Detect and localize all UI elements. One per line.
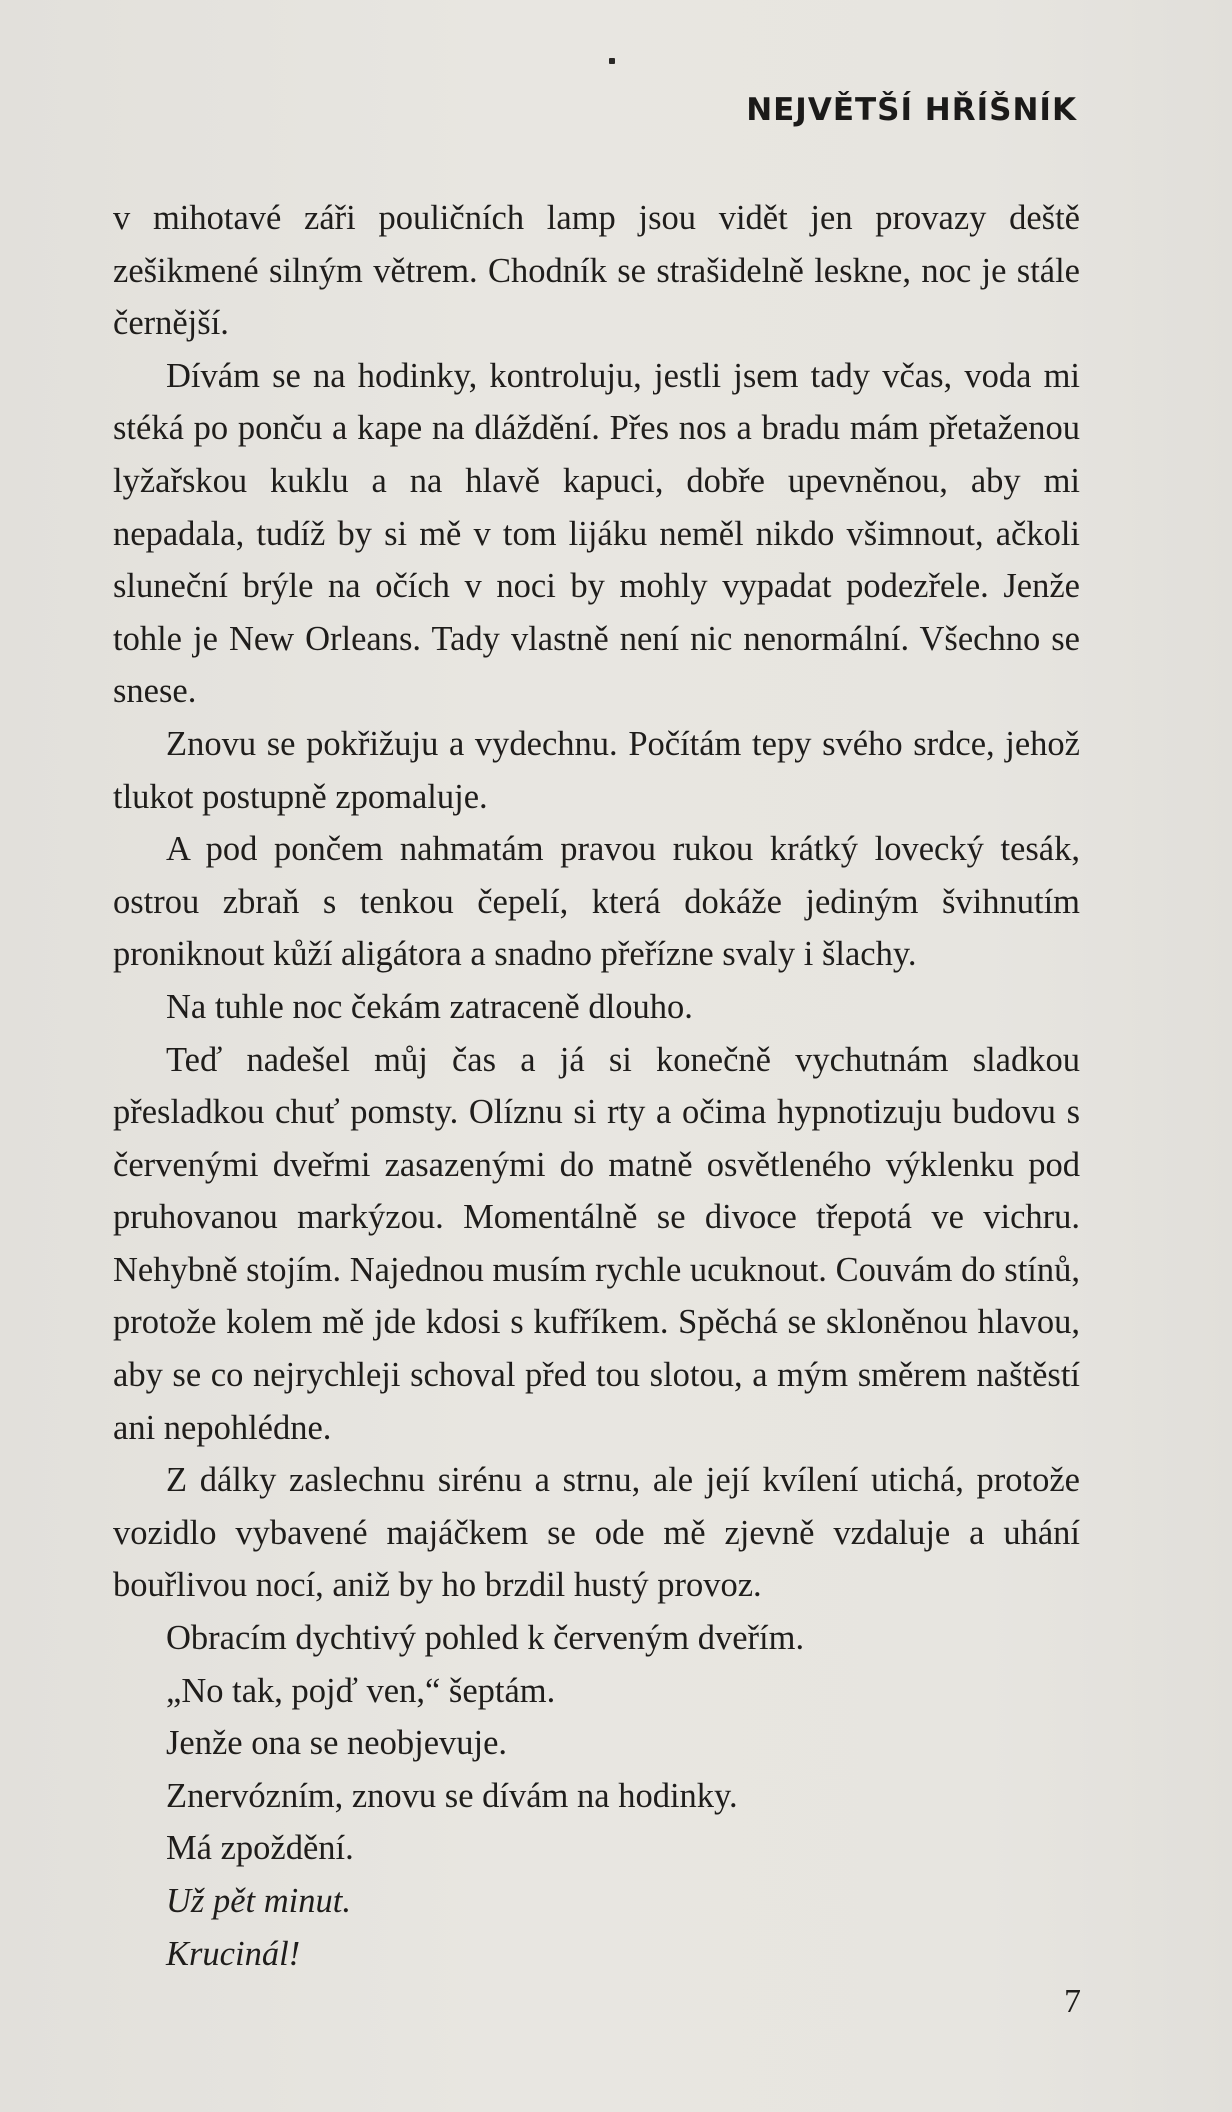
paragraph: Znovu se pokřižuju a vydechnu. Počítám tepy svého srdce, jehož tlukot postupně zpomaluje. xyxy=(113,724,1080,816)
paragraph-italic: Krucinál! xyxy=(166,1934,301,1973)
print-mark xyxy=(609,58,615,64)
page-number: 7 xyxy=(1064,1983,1081,2020)
running-head-title: NEJVĚTŠÍ HŘÍŠNÍK xyxy=(746,92,1077,128)
paragraph: Na tuhle noc čekám zatraceně dlouho. xyxy=(166,987,693,1026)
paragraph: Má zpoždění. xyxy=(166,1829,354,1868)
paragraph: Dívám se na hodinky, kontroluju, jestli jsem tady včas, voda mi stéká po ponču a kape na dláždění. Přes nos a bradu mám přetaženou lyžařskou kuklu a na hlavě kapuci, dobře upevněnou, aby mi nepadala, tudíž by si mě v tom lijáku neměl nikdo všimnout, ačkoli sluneční brýle na očích v noci by mohly vypadat podezřele. Jenže tohle je New Orleans. Tady vlastně není nic nenormální. Všechno se snese. xyxy=(113,356,1080,711)
paragraph: Jenže ona se neobjevuje. xyxy=(166,1724,508,1763)
body-text xyxy=(113,192,1080,1980)
paragraph: Z dálky zaslechnu sirénu a strnu, ale její kvílení utichá, protože vozidlo vybavené majáčkem se ode mě zjevně vzdaluje a uhání bouřlivou nocí, aniž by ho brzdil hustý provoz. xyxy=(113,1461,1080,1605)
paragraph-italic: Už pět minut. xyxy=(166,1882,351,1920)
paragraph: „No tak, pojď ven,“ šeptám. xyxy=(166,1671,556,1710)
paragraph: Teď nadešel můj čas a já si konečně vychutnám sladkou přesladkou chuť pomsty. Olíznu si rty a očima hypnotizuju budovu s červenými dveřmi zasazenými do matně osvětleného výklenku pod pruhovanou markýzou. Momentálně se divoce třepotá ve vichru. Nehybně stojím. Najednou musím rychle ucuknout. Couvám do stínů, protože kolem mě jde kdosi s kufříkem. Spěchá se skloněnou hlavou, aby se co nejrychleji schoval před tou slotou, a mým směrem naštěstí ani nepohlédne. xyxy=(113,1040,1080,1447)
paragraph: A pod pončem nahmatám pravou rukou krátký lovecký tesák, ostrou zbraň s tenkou čepelí, která dokáže jediným švihnutím proniknout kůží aligátora a snadno přeřízne svaly i šlachy. xyxy=(113,830,1080,974)
paragraph: v mihotavé záři pouličních lamp jsou vidět jen provazy deště zešikmené silným větrem. Chodník se strašidelně leskne, noc je stále černější. xyxy=(113,199,1080,343)
paragraph: Znervózním, znovu se dívám na hodinky. xyxy=(166,1776,738,1815)
paragraph: Obracím dychtivý pohled k červeným dveřím. xyxy=(166,1619,805,1658)
